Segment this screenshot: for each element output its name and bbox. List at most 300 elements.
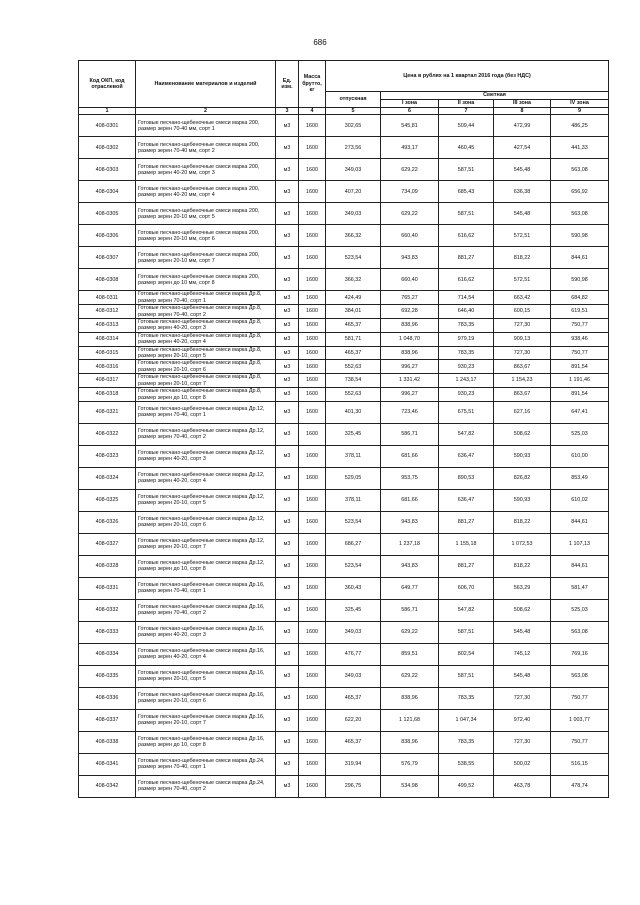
table-row [79,731,609,753]
header-code: Код ОКП, код отраслевой [79,61,136,108]
cell-zone1-price: 838,96 [381,687,439,709]
cell-zone2-price: 587,51 [439,203,494,225]
cell-zone4-price: 516,15 [551,753,609,775]
cell-wholesale-price: 424,49 [326,291,381,305]
cell-mass: 1600 [299,577,326,599]
cell-code: 408-0318 [79,388,136,402]
cell-code: 408-0306 [79,225,136,247]
cell-zone3-price: 636,38 [494,181,551,203]
table-row [79,346,609,360]
cell-code: 408-0322 [79,423,136,445]
cell-code: 408-0326 [79,511,136,533]
cell-mass: 1600 [299,489,326,511]
cell-name: Готовые песчано-щебеночные смеси марка Др.8, размер зерен 20-10, сорт 7 [136,374,276,388]
cell-zone4-price: 1 003,77 [551,709,609,731]
cell-name: Готовые песчано-щебеночные смеси марка Др.12, размер зерен 20-10, сорт 7 [136,533,276,555]
cell-zone2-price: 538,55 [439,753,494,775]
cell-zone3-price: 545,48 [494,203,551,225]
table-row [79,599,609,621]
cell-wholesale-price: 378,11 [326,445,381,467]
cell-code: 408-0304 [79,181,136,203]
cell-zone4-price: 590,98 [551,269,609,291]
table-row [79,621,609,643]
cell-mass: 1600 [299,332,326,346]
cell-name: Готовые песчано-щебеночные смеси марка Др.8, размер зерен 20-10, сорт 5 [136,346,276,360]
cell-mass: 1600 [299,709,326,731]
header-zone2: II зона [439,100,494,108]
cell-wholesale-price: 476,77 [326,643,381,665]
cell-unit: м3 [276,360,299,374]
cell-zone3-price: 1 072,53 [494,533,551,555]
cell-zone4-price: 853,49 [551,467,609,489]
cell-wholesale-price: 325,45 [326,423,381,445]
cell-zone1-price: 859,51 [381,643,439,665]
cell-name: Готовые песчано-щебеночные смеси марка 200, размер зерен 40-20 мм, сорт 4 [136,181,276,203]
cell-zone1-price: 723,46 [381,401,439,423]
cell-wholesale-price: 273,56 [326,137,381,159]
cell-unit: м3 [276,401,299,423]
cell-zone4-price: 1 191,46 [551,374,609,388]
cell-mass: 1600 [299,775,326,797]
cell-zone3-price: 972,40 [494,709,551,731]
table-row [79,225,609,247]
cell-zone3-price: 545,48 [494,159,551,181]
cell-name: Готовые песчано-щебеночные смеси марка Др.12, размер зерен 40-20, сорт 3 [136,445,276,467]
cell-wholesale-price: 465,37 [326,687,381,709]
cell-name: Готовые песчано-щебеночные смеси марка Др.16, размер зерен 70-40, сорт 1 [136,577,276,599]
cell-wholesale-price: 407,20 [326,181,381,203]
column-number: 8 [494,108,551,115]
cell-zone1-price: 734,09 [381,181,439,203]
cell-unit: м3 [276,319,299,333]
column-number: 5 [326,108,381,115]
cell-mass: 1600 [299,319,326,333]
cell-name: Готовые песчано-щебеночные смеси марка Др.8, размер зерен 20-10, сорт 6 [136,360,276,374]
cell-zone4-price: 486,25 [551,115,609,137]
cell-zone2-price: 636,47 [439,489,494,511]
cell-wholesale-price: 302,65 [326,115,381,137]
cell-zone3-price: 427,54 [494,137,551,159]
table-row [79,577,609,599]
cell-code: 408-0334 [79,643,136,665]
cell-mass: 1600 [299,555,326,577]
cell-zone3-price: 545,48 [494,621,551,643]
cell-zone1-price: 1 237,18 [381,533,439,555]
cell-wholesale-price: 552,63 [326,388,381,402]
cell-zone3-price: 745,12 [494,643,551,665]
cell-zone2-price: 460,45 [439,137,494,159]
table-row [79,115,609,137]
cell-mass: 1600 [299,665,326,687]
cell-zone2-price: 1 047,34 [439,709,494,731]
cell-zone4-price: 610,02 [551,489,609,511]
cell-zone2-price: 1 155,18 [439,533,494,555]
table-row [79,511,609,533]
cell-zone1-price: 629,22 [381,665,439,687]
cell-code: 408-0337 [79,709,136,731]
cell-zone4-price: 750,77 [551,346,609,360]
cell-zone3-price: 590,93 [494,445,551,467]
header-estimate: Сметная [381,92,609,100]
cell-name: Готовые песчано-щебеночные смеси марка Др.16, размер зерен 40-20, сорт 3 [136,621,276,643]
cell-zone4-price: 684,82 [551,291,609,305]
cell-name: Готовые песчано-щебеночные смеси марка Др.16, размер зерен 70-40, сорт 2 [136,599,276,621]
cell-zone1-price: 629,22 [381,621,439,643]
cell-unit: м3 [276,159,299,181]
column-number: 4 [299,108,326,115]
cell-name: Готовые песчано-щебеночные смеси марка Др.24, размер зерен 70-40, сорт 1 [136,753,276,775]
column-number: 6 [381,108,439,115]
table-row [79,374,609,388]
table-row [79,181,609,203]
table-row [79,159,609,181]
cell-wholesale-price: 349,03 [326,621,381,643]
cell-wholesale-price: 366,32 [326,225,381,247]
cell-zone2-price: 587,51 [439,159,494,181]
cell-wholesale-price: 384,01 [326,305,381,319]
cell-name: Готовые песчано-щебеночные смеси марка Др.8, размер зерен 70-40, сорт 1 [136,291,276,305]
header-mass: Масса брутто, кг [299,61,326,108]
cell-mass: 1600 [299,388,326,402]
cell-zone3-price: 600,15 [494,305,551,319]
cell-zone1-price: 943,83 [381,247,439,269]
column-number: 3 [276,108,299,115]
table-row [79,305,609,319]
cell-name: Готовые песчано-щебеночные смеси марка Др.12, размер зерен 70-40, сорт 2 [136,423,276,445]
column-number: 7 [439,108,494,115]
cell-name: Готовые песчано-щебеночные смеси марка Др.12, размер зерен до 10, сорт 8 [136,555,276,577]
cell-code: 408-0305 [79,203,136,225]
cell-wholesale-price: 738,54 [326,374,381,388]
cell-wholesale-price: 529,05 [326,467,381,489]
cell-zone2-price: 547,82 [439,423,494,445]
cell-zone4-price: 938,46 [551,332,609,346]
cell-name: Готовые песчано-щебеночные смеси марка 200, размер зерен 20-10 мм, сорт 6 [136,225,276,247]
cell-zone4-price: 891,54 [551,360,609,374]
cell-zone2-price: 606,70 [439,577,494,599]
table-row [79,555,609,577]
cell-name: Готовые песчано-щебеночные смеси марка Др.16, размер зерен до 10, сорт 8 [136,731,276,753]
cell-unit: м3 [276,247,299,269]
cell-name: Готовые песчано-щебеночные смеси марка Др.12, размер зерен 20-10, сорт 5 [136,489,276,511]
cell-name: Готовые песчано-щебеночные смеси марка Др.16, размер зерен 20-10, сорт 7 [136,709,276,731]
header-unit: Ед. изм. [276,61,299,108]
cell-zone4-price: 441,33 [551,137,609,159]
table-body [79,115,609,798]
cell-zone1-price: 681,66 [381,489,439,511]
cell-mass: 1600 [299,346,326,360]
cell-code: 408-0321 [79,401,136,423]
cell-mass: 1600 [299,203,326,225]
cell-wholesale-price: 523,54 [326,555,381,577]
cell-zone4-price: 750,77 [551,731,609,753]
cell-unit: м3 [276,269,299,291]
cell-zone2-price: 499,52 [439,775,494,797]
cell-name: Готовые песчано-щебеночные смеси марка Др.24, размер зерен 70-40, сорт 2 [136,775,276,797]
cell-zone3-price: 572,51 [494,269,551,291]
cell-unit: м3 [276,445,299,467]
cell-mass: 1600 [299,159,326,181]
cell-name: Готовые песчано-щебеночные смеси марка Др.12, размер зерен 40-20, сорт 4 [136,467,276,489]
cell-unit: м3 [276,577,299,599]
cell-zone3-price: 545,48 [494,665,551,687]
cell-wholesale-price: 360,43 [326,577,381,599]
cell-name: Готовые песчано-щебеночные смеси марка Др.12, размер зерен 20-10, сорт 6 [136,511,276,533]
cell-code: 408-0307 [79,247,136,269]
cell-mass: 1600 [299,181,326,203]
cell-wholesale-price: 465,37 [326,731,381,753]
cell-code: 408-0335 [79,665,136,687]
cell-code: 408-0328 [79,555,136,577]
cell-zone3-price: 863,67 [494,388,551,402]
cell-code: 408-0308 [79,269,136,291]
cell-name: Готовые песчано-щебеночные смеси марка 200, размер зерен до 10 мм, сорт 8 [136,269,276,291]
cell-wholesale-price: 366,32 [326,269,381,291]
cell-unit: м3 [276,709,299,731]
cell-zone1-price: 493,17 [381,137,439,159]
cell-zone2-price: 547,82 [439,599,494,621]
cell-zone4-price: 563,08 [551,621,609,643]
cell-zone3-price: 1 154,23 [494,374,551,388]
cell-mass: 1600 [299,291,326,305]
cell-name: Готовые песчано-щебеночные смеси марка 200, размер зерен 40-20 мм, сорт 3 [136,159,276,181]
cell-mass: 1600 [299,247,326,269]
table-row [79,445,609,467]
cell-mass: 1600 [299,621,326,643]
cell-zone4-price: 1 107,13 [551,533,609,555]
cell-zone2-price: 646,40 [439,305,494,319]
cell-zone2-price: 616,62 [439,225,494,247]
cell-zone3-price: 472,99 [494,115,551,137]
cell-zone3-price: 727,30 [494,346,551,360]
cell-zone1-price: 660,40 [381,225,439,247]
cell-code: 408-0327 [79,533,136,555]
column-number: 2 [136,108,276,115]
cell-wholesale-price: 552,63 [326,360,381,374]
cell-zone2-price: 509,44 [439,115,494,137]
cell-name: Готовые песчано-щебеночные смеси марка Др.16, размер зерен 40-20, сорт 4 [136,643,276,665]
cell-wholesale-price: 325,45 [326,599,381,621]
table-row [79,423,609,445]
cell-zone2-price: 783,35 [439,687,494,709]
cell-name: Готовые песчано-щебеночные смеси марка Др.16, размер зерен 20-10, сорт 5 [136,665,276,687]
cell-zone3-price: 826,82 [494,467,551,489]
cell-zone4-price: 891,54 [551,388,609,402]
cell-unit: м3 [276,753,299,775]
cell-zone1-price: 953,75 [381,467,439,489]
cell-name: Готовые песчано-щебеночные смеси марка Др.8, размер зерен 40-20, сорт 3 [136,319,276,333]
header-zone3: III зона [494,100,551,108]
cell-unit: м3 [276,305,299,319]
cell-code: 408-0317 [79,374,136,388]
cell-zone2-price: 675,51 [439,401,494,423]
cell-code: 408-0301 [79,115,136,137]
cell-zone2-price: 1 243,17 [439,374,494,388]
cell-zone3-price: 572,51 [494,225,551,247]
cell-name: Готовые песчано-щебеночные смеси марка Др.12, размер зерен 70-40, сорт 1 [136,401,276,423]
cell-code: 408-0333 [79,621,136,643]
cell-zone4-price: 478,74 [551,775,609,797]
cell-name: Готовые песчано-щебеночные смеси марка 200, размер зерен 20-10 мм, сорт 5 [136,203,276,225]
cell-unit: м3 [276,115,299,137]
cell-zone2-price: 616,62 [439,269,494,291]
cell-mass: 1600 [299,533,326,555]
cell-zone4-price: 563,08 [551,203,609,225]
table-row [79,137,609,159]
cell-mass: 1600 [299,401,326,423]
header-name: Наименование материалов и изделий [136,61,276,108]
cell-zone1-price: 1 048,70 [381,332,439,346]
cell-zone2-price: 685,43 [439,181,494,203]
cell-zone2-price: 930,23 [439,388,494,402]
cell-mass: 1600 [299,467,326,489]
cell-zone1-price: 996,27 [381,388,439,402]
column-number-row [79,108,609,115]
table-row [79,203,609,225]
cell-zone3-price: 727,30 [494,731,551,753]
cell-zone1-price: 943,83 [381,511,439,533]
cell-wholesale-price: 581,71 [326,332,381,346]
cell-name: Готовые песчано-щебеночные смеси марка 200, размер зерен 20-10 мм, сорт 7 [136,247,276,269]
cell-zone1-price: 838,96 [381,319,439,333]
cell-zone2-price: 587,51 [439,665,494,687]
cell-wholesale-price: 349,03 [326,159,381,181]
cell-zone3-price: 563,29 [494,577,551,599]
cell-name: Готовые песчано-щебеночные смеси марка Др.8, размер зерен 40-20, сорт 4 [136,332,276,346]
cell-zone3-price: 818,22 [494,247,551,269]
cell-name: Готовые песчано-щебеночные смеси марка 200, размер зерен 70-40 мм, сорт 2 [136,137,276,159]
table-row [79,291,609,305]
cell-zone4-price: 581,47 [551,577,609,599]
cell-zone3-price: 508,62 [494,599,551,621]
cell-unit: м3 [276,643,299,665]
cell-mass: 1600 [299,687,326,709]
cell-mass: 1600 [299,305,326,319]
cell-mass: 1600 [299,731,326,753]
cell-mass: 1600 [299,423,326,445]
table-row [79,489,609,511]
cell-wholesale-price: 349,03 [326,665,381,687]
cell-mass: 1600 [299,360,326,374]
cell-name: Готовые песчано-щебеночные смеси марка 200, размер зерен 70-40 мм, сорт 1 [136,115,276,137]
cell-zone2-price: 636,47 [439,445,494,467]
cell-wholesale-price: 465,37 [326,346,381,360]
cell-unit: м3 [276,137,299,159]
cell-code: 408-0336 [79,687,136,709]
cell-unit: м3 [276,346,299,360]
cell-wholesale-price: 378,11 [326,489,381,511]
cell-mass: 1600 [299,225,326,247]
table-row [79,665,609,687]
table-row [79,753,609,775]
cell-zone4-price: 844,61 [551,247,609,269]
cell-code: 408-0332 [79,599,136,621]
cell-zone1-price: 545,81 [381,115,439,137]
cell-zone3-price: 500,02 [494,753,551,775]
cell-code: 408-0302 [79,137,136,159]
cell-zone3-price: 590,93 [494,489,551,511]
cell-code: 408-0338 [79,731,136,753]
cell-name: Готовые песчано-щебеночные смеси марка Др.8, размер зерен 70-40, сорт 2 [136,305,276,319]
cell-unit: м3 [276,181,299,203]
cell-zone1-price: 586,71 [381,423,439,445]
cell-code: 408-0325 [79,489,136,511]
cell-unit: м3 [276,775,299,797]
cell-zone1-price: 1 121,68 [381,709,439,731]
cell-wholesale-price: 686,27 [326,533,381,555]
cell-unit: м3 [276,555,299,577]
cell-mass: 1600 [299,511,326,533]
cell-unit: м3 [276,687,299,709]
table-row [79,467,609,489]
cell-zone2-price: 783,35 [439,731,494,753]
cell-mass: 1600 [299,445,326,467]
cell-code: 408-0311 [79,291,136,305]
cell-mass: 1600 [299,643,326,665]
cell-zone3-price: 663,42 [494,291,551,305]
cell-wholesale-price: 622,20 [326,709,381,731]
column-number: 9 [551,108,609,115]
cell-zone4-price: 563,08 [551,665,609,687]
cell-zone2-price: 930,23 [439,360,494,374]
cell-zone1-price: 681,66 [381,445,439,467]
cell-mass: 1600 [299,753,326,775]
cell-unit: м3 [276,731,299,753]
cell-zone3-price: 627,16 [494,401,551,423]
page-number: 686 [313,38,327,47]
cell-zone3-price: 727,30 [494,319,551,333]
cell-zone1-price: 629,22 [381,203,439,225]
cell-zone4-price: 563,08 [551,159,609,181]
cell-unit: м3 [276,467,299,489]
cell-code: 408-0323 [79,445,136,467]
cell-unit: м3 [276,203,299,225]
cell-unit: м3 [276,511,299,533]
cell-code: 408-0303 [79,159,136,181]
cell-zone2-price: 881,27 [439,247,494,269]
cell-zone2-price: 587,51 [439,621,494,643]
cell-zone1-price: 765,27 [381,291,439,305]
cell-code: 408-0316 [79,360,136,374]
cell-zone1-price: 943,83 [381,555,439,577]
header-wholesale: отпускная [326,92,381,108]
table-row [79,687,609,709]
cell-wholesale-price: 319,94 [326,753,381,775]
cell-mass: 1600 [299,137,326,159]
table-row [79,388,609,402]
cell-zone3-price: 727,30 [494,687,551,709]
cell-zone4-price: 610,00 [551,445,609,467]
cell-zone2-price: 783,35 [439,319,494,333]
cell-zone4-price: 656,92 [551,181,609,203]
cell-code: 408-0315 [79,346,136,360]
cell-zone4-price: 844,61 [551,555,609,577]
cell-mass: 1600 [299,599,326,621]
cell-zone4-price: 750,77 [551,319,609,333]
cell-unit: м3 [276,291,299,305]
cell-unit: м3 [276,332,299,346]
cell-mass: 1600 [299,269,326,291]
cell-unit: м3 [276,489,299,511]
cell-zone4-price: 750,77 [551,687,609,709]
cell-zone2-price: 783,35 [439,346,494,360]
cell-unit: м3 [276,423,299,445]
cell-unit: м3 [276,665,299,687]
cell-zone1-price: 649,77 [381,577,439,599]
cell-zone3-price: 909,13 [494,332,551,346]
cell-zone2-price: 714,54 [439,291,494,305]
cell-wholesale-price: 523,54 [326,511,381,533]
